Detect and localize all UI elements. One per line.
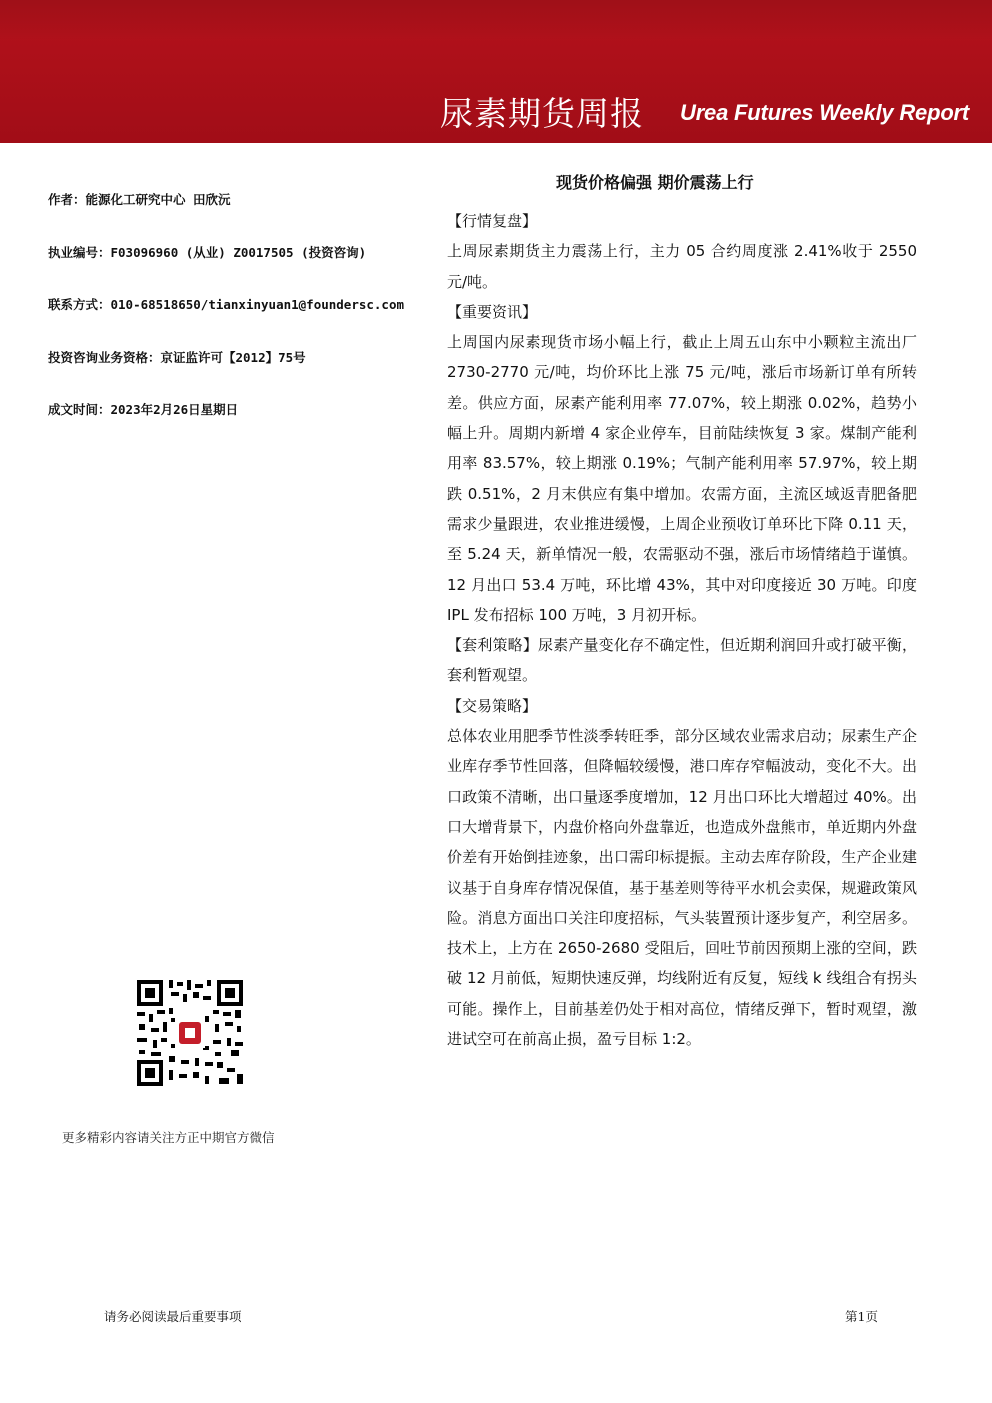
footer-notice: 请务必阅读最后重要事项 (104, 1309, 242, 1324)
meta-contact: 联系方式：010-68518650/tianxinyuan1@foundersc.com (48, 297, 404, 312)
section-body-market-review: 上周尿素期货主力震荡上行，主力 05 合约周度涨 2.41%收于 2550 元/吨。 (447, 242, 917, 291)
section-head-trading: 【交易策略】 (447, 696, 538, 715)
section-head-market-review: 【行情复盘】 (447, 212, 538, 230)
report-title-cn: 尿素期货周报 (440, 94, 644, 133)
header-shade (0, 0, 992, 40)
report-title-en: Urea Futures Weekly Report (680, 100, 970, 125)
report-header-banner (0, 0, 992, 143)
page-number: 第1页 (845, 1309, 878, 1324)
meta-qualification: 投资咨询业务资格：京证监许可【2012】75号 (48, 349, 306, 365)
section-body-arbitrage: 尿素产量变化存不确定性，但近期利润回升或打破平衡，套利暂观望。 (447, 636, 917, 685)
meta-date: 成文时间：2023年2月26日星期日 (48, 402, 239, 417)
report-meta (48, 190, 428, 453)
section-head-arbitrage: 【套利策略】 (447, 636, 538, 655)
section-arbitrage (447, 630, 917, 691)
section-body-key-news: 上周国内尿素现货市场小幅上行，截止上周五山东中小颗粒主流出厂 2730-2770 元/吨，均价环比上涨 75 元/吨，涨后市场新订单有所转差。供应方面，尿素产能利用率 77.07%，较上期涨 0.02%，趋势小幅上升。周期内新增 4 家企业停车，目前陆续恢复 3 家。煤制产能利用率 83.57%，较上期涨 0.19%；气制产能利用率 57.97%，较上期跌 0.51%，2 月末供应有集中增加。农需方面，主流区域返青肥备肥需求少量跟进，农业推进缓慢，上周企业预收订单环比下降 0.11 天，至 5.24 天，新单情况一般，农需驱动不强，涨后市场情绪趋于谨慎。12 月出口 53.4 万吨，环比增 43%，其中对印度接近 30 万吨。印度 IPL 发布招标 100 万吨，3 月初开标。 (447, 333, 917, 624)
article-body (447, 206, 917, 1054)
meta-license: 执业编号：F03096960 (从业) Z0017505 (投资咨询) (48, 244, 367, 260)
qr-caption: 更多精彩内容请关注方正中期官方微信 (62, 1130, 275, 1145)
section-body-trading: 总体农业用肥季节性淡季转旺季，部分区域农业需求启动；尿素生产企业库存季节性回落，但降幅较缓慢，港口库存窄幅波动，变化不大。出口政策不清晰，出口量逐季度增加，12 月出口环比大增超过 40%。出口大增背景下，内盘价格向外盘靠近，也造成外盘熊市，单近期内外盘价差有开始倒挂迹象，出口需印标提振。主动去库存阶段，生产企业建议基于自身库存情况保值，基于基差则等待平水机会卖保，规避政策风险。消息方面出口关注印度招标，气头装置预计逐步复产，利空居多。技术上，上方在 2650-2680 受阻后，回吐节前因预期上涨的空间，跌破 12 月前低，短期快速反弹，均线附近有反复，短线 k 线组合有拐头可能。操作上，目前基差仍处于相对高位，情绪反弹下，暂时观望，激进试空可在前高止损，盈亏目标 1:2。 (447, 727, 917, 1049)
qr-code-icon (135, 978, 245, 1088)
section-head-key-news: 【重要资讯】 (447, 302, 538, 321)
meta-author: 作者：能源化工研究中心 田欣沅 (48, 192, 231, 207)
article-title: 现货价格偏强 期价震荡上行 (556, 173, 754, 192)
